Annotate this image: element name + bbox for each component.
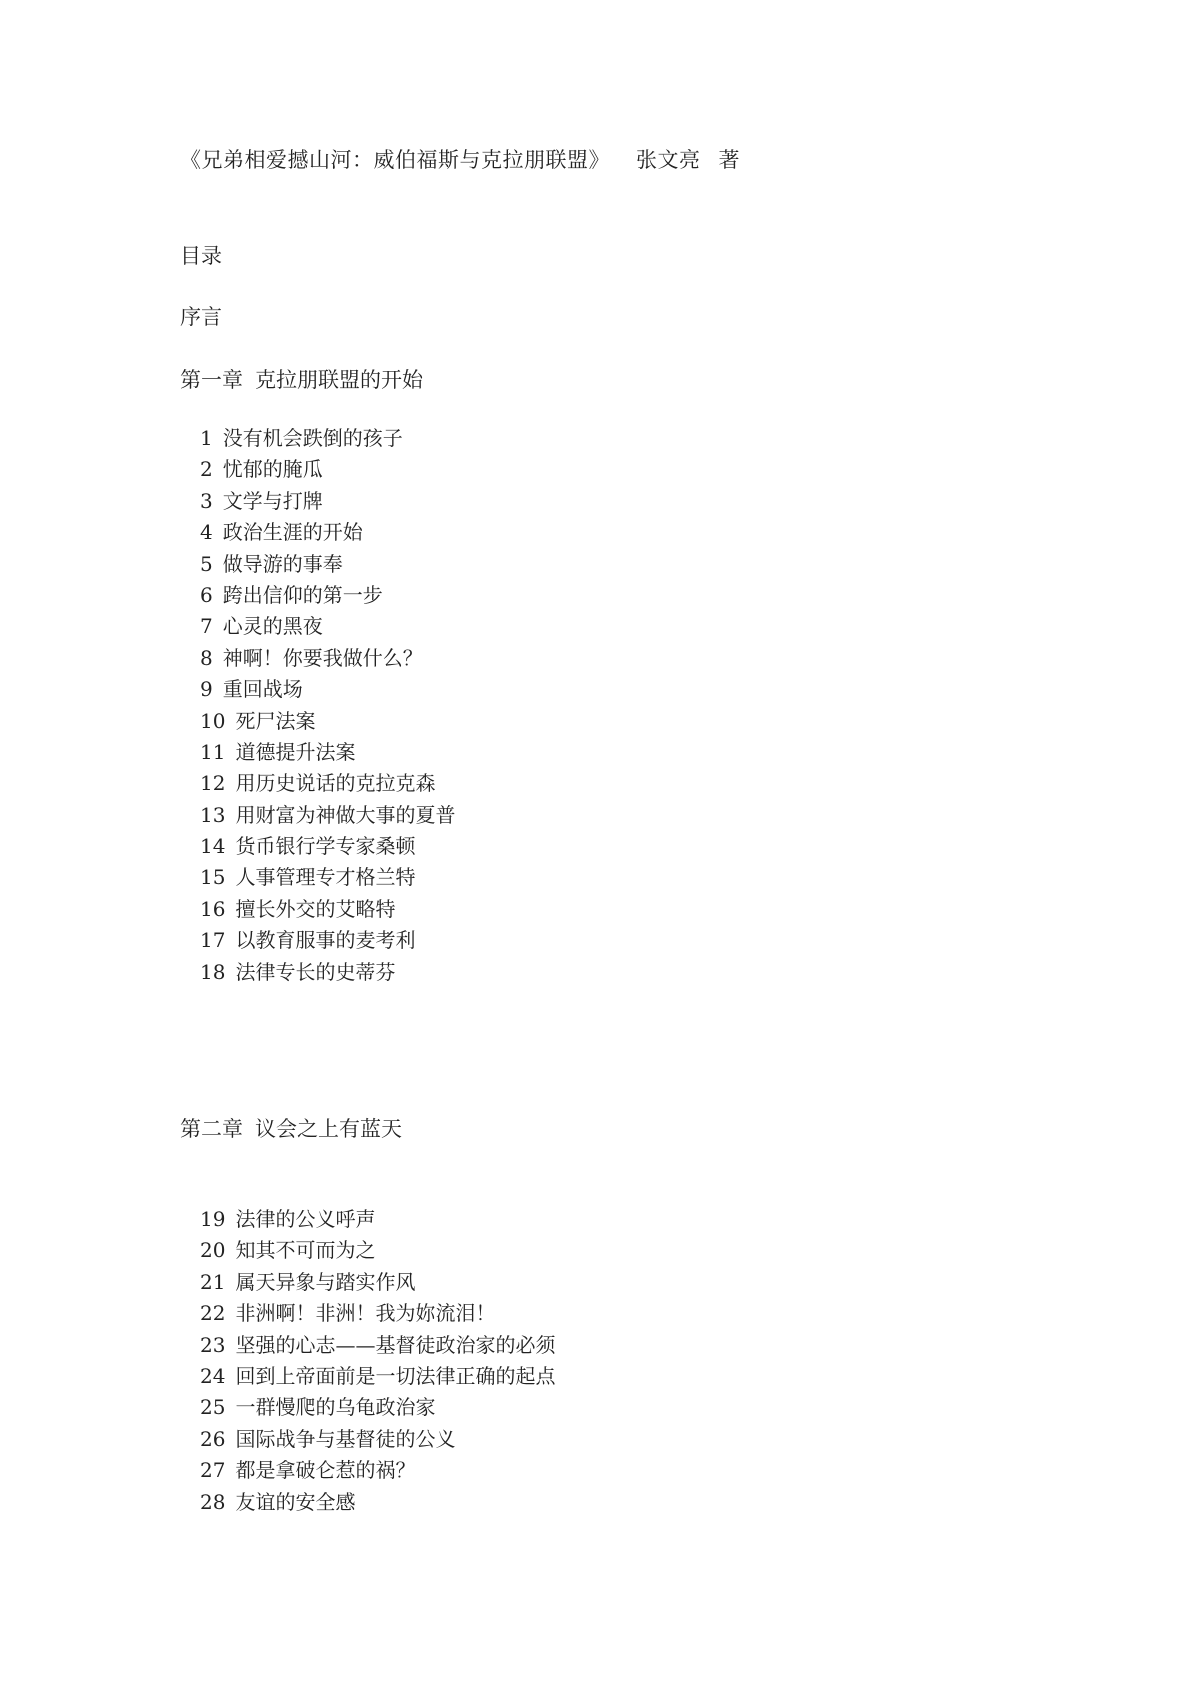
toc-entry-title: 一群慢爬的乌龟政治家 xyxy=(235,1395,436,1420)
toc-entry-number: 18 xyxy=(200,959,226,984)
chapter-2-heading xyxy=(180,1113,402,1143)
toc-entry-title: 国际战争与基督徒的公义 xyxy=(235,1426,456,1451)
toc-entry xyxy=(200,423,455,454)
toc-entry-title: 法律的公义呼声 xyxy=(235,1207,376,1231)
toc-entry-title: 用历史说话的克拉克森 xyxy=(235,771,436,796)
toc-entry xyxy=(200,611,455,642)
toc-entry-title: 文学与打牌 xyxy=(222,488,323,513)
toc-entry-title: 人事管理专才格兰特 xyxy=(235,865,416,890)
toc-entry-number: 1 xyxy=(200,426,213,450)
toc-entry-title: 货币银行学专家桑顿 xyxy=(235,834,416,859)
toc-entry xyxy=(200,674,455,705)
toc-entry-number: 5 xyxy=(200,551,213,576)
toc-entry-title: 友谊的安全感 xyxy=(235,1489,356,1514)
toc-entry xyxy=(200,862,455,893)
toc-entry xyxy=(200,706,455,737)
toc-entry-number: 9 xyxy=(200,677,213,702)
toc-entry-title: 擅长外交的艾略特 xyxy=(235,896,396,921)
toc-entry xyxy=(200,925,455,956)
toc-entry-title: 用财富为神做大事的夏普 xyxy=(235,802,456,827)
toc-entry-title: 心灵的黑夜 xyxy=(222,614,323,639)
toc-entry-number: 7 xyxy=(200,614,213,639)
toc-entry-title: 以教育服事的麦考利 xyxy=(235,928,416,953)
toc-entry-number: 24 xyxy=(200,1363,226,1388)
toc-entry-title: 重回战场 xyxy=(222,677,303,702)
toc-entry-number: 20 xyxy=(200,1238,226,1263)
toc-entry xyxy=(200,1330,555,1361)
toc-entry xyxy=(200,643,455,674)
author-name: 张文亮 xyxy=(636,148,701,172)
toc-entry-number: 6 xyxy=(200,582,213,607)
toc-entry xyxy=(200,894,455,925)
toc-entry-number: 2 xyxy=(200,457,213,482)
chapter-2-title: 议会之上有蓝天 xyxy=(255,1117,402,1141)
toc-entry-number: 23 xyxy=(200,1332,226,1357)
toc-entry-number: 15 xyxy=(200,865,226,890)
toc-entry-number: 22 xyxy=(200,1301,226,1326)
book-title: 《兄弟相爱撼山河：威伯福斯与克拉朋联盟》 xyxy=(180,148,610,172)
preface-heading: 序言 xyxy=(180,305,222,329)
chapter-2-toc-list xyxy=(200,1204,555,1518)
toc-entry-title: 都是拿破仑惹的祸？ xyxy=(235,1458,416,1483)
book-title-line xyxy=(180,144,740,174)
toc-entry-title: 非洲啊！非洲！我为妳流泪！ xyxy=(235,1301,496,1326)
chapter-1-title: 克拉朋联盟的开始 xyxy=(255,368,423,392)
toc-entry xyxy=(200,1487,555,1518)
toc-entry xyxy=(200,1235,555,1266)
toc-entry xyxy=(200,957,455,988)
toc-entry xyxy=(200,737,455,768)
toc-entry-number: 13 xyxy=(200,802,226,827)
toc-entry-number: 3 xyxy=(200,488,213,513)
toc-entry-title: 忧郁的腌瓜 xyxy=(222,457,323,482)
toc-entry xyxy=(200,1361,555,1392)
toc-entry-number: 25 xyxy=(200,1395,226,1420)
toc-entry xyxy=(200,580,455,611)
toc-entry-title: 知其不可而为之 xyxy=(235,1238,376,1263)
toc-entry-title: 属天异象与踏实作风 xyxy=(235,1269,416,1294)
toc-entry-number: 27 xyxy=(200,1458,226,1483)
toc-entry-number: 12 xyxy=(200,771,226,796)
toc-entry-number: 4 xyxy=(200,520,213,545)
toc-entry xyxy=(200,1204,555,1235)
toc-entry xyxy=(200,831,455,862)
toc-entry xyxy=(200,1455,555,1486)
toc-entry-title: 政治生涯的开始 xyxy=(222,520,363,545)
toc-entry-number: 10 xyxy=(200,708,226,733)
toc-entry xyxy=(200,1392,555,1423)
toc-entry xyxy=(200,800,455,831)
toc-entry-title: 跨出信仰的第一步 xyxy=(222,582,383,607)
toc-entry-number: 17 xyxy=(200,928,226,953)
toc-entry-number: 28 xyxy=(200,1489,226,1514)
chapter-2-label: 第二章 xyxy=(180,1117,243,1141)
toc-entry-title: 道德提升法案 xyxy=(235,739,356,764)
toc-entry-number: 26 xyxy=(200,1426,226,1451)
toc-heading: 目录 xyxy=(180,244,222,268)
author-suffix: 著 xyxy=(718,148,740,172)
toc-entry-number: 19 xyxy=(200,1207,226,1231)
toc-entry xyxy=(200,517,455,548)
toc-entry-title: 回到上帝面前是一切法律正确的起点 xyxy=(235,1363,556,1388)
toc-entry-number: 14 xyxy=(200,834,226,859)
toc-entry-title: 做导游的事奉 xyxy=(222,551,343,576)
toc-entry xyxy=(200,454,455,485)
toc-entry xyxy=(200,1424,555,1455)
toc-entry-number: 8 xyxy=(200,645,213,670)
toc-entry xyxy=(200,1267,555,1298)
toc-entry-title: 坚强的心志——基督徒政治家的必须 xyxy=(235,1332,556,1357)
chapter-1-toc-list xyxy=(200,423,455,988)
toc-entry-title: 神啊！你要我做什么？ xyxy=(222,645,423,670)
chapter-1-label: 第一章 xyxy=(180,368,243,392)
toc-entry xyxy=(200,486,455,517)
toc-entry-number: 16 xyxy=(200,896,226,921)
toc-entry-title: 法律专长的史蒂芬 xyxy=(235,959,396,984)
toc-entry-number: 21 xyxy=(200,1269,226,1294)
toc-entry xyxy=(200,1298,555,1329)
chapter-1-heading xyxy=(180,364,423,394)
toc-entry-title: 死尸法案 xyxy=(235,708,316,733)
toc-entry-title: 没有机会跌倒的孩子 xyxy=(222,426,403,450)
toc-entry-number: 11 xyxy=(200,739,226,764)
toc-entry xyxy=(200,549,455,580)
toc-entry xyxy=(200,768,455,799)
